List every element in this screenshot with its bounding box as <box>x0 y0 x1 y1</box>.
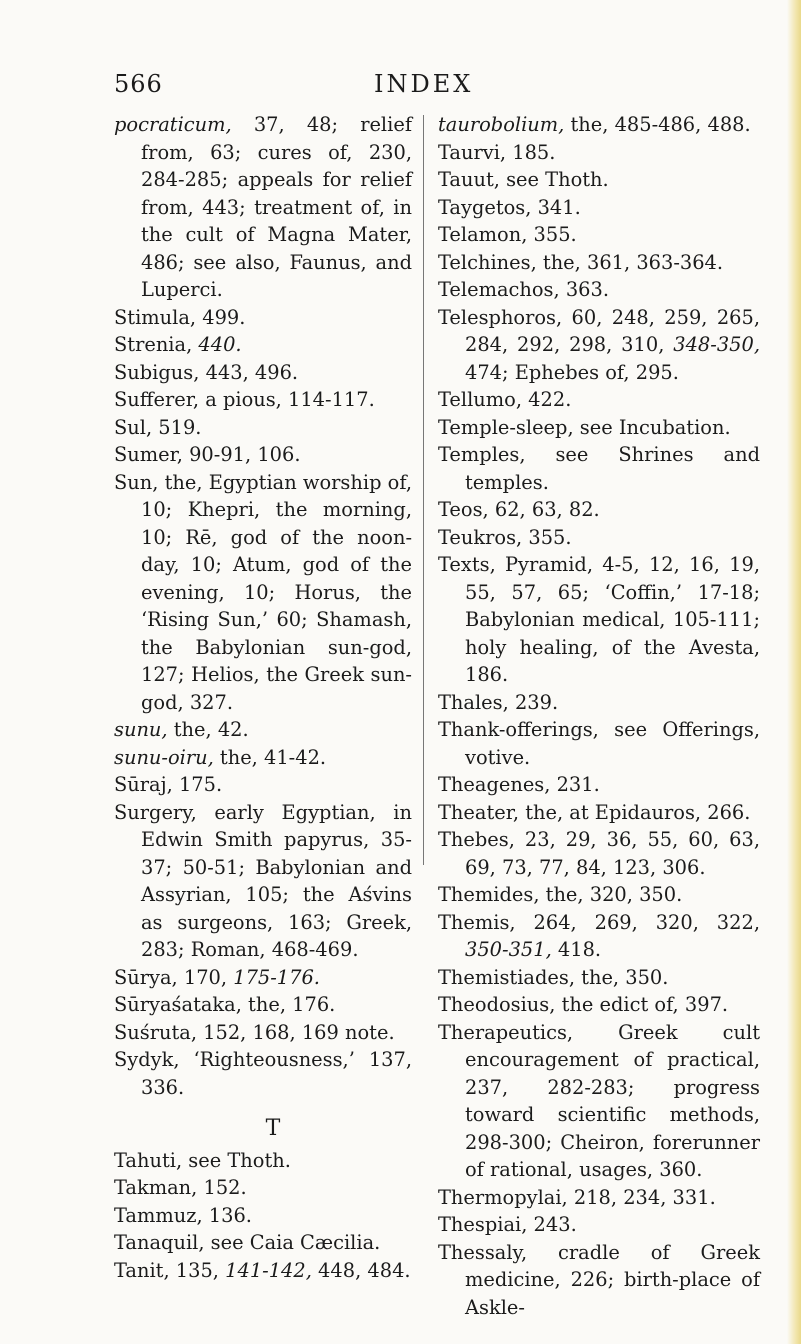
index-entry <box>114 1019 412 1047</box>
page-number: 566 <box>114 70 163 98</box>
index-entry-text: Stimula, 499. <box>114 305 246 329</box>
index-entry <box>114 771 412 799</box>
index-entry <box>438 826 760 881</box>
index-entry-text: 348-350, <box>673 333 760 356</box>
index-entry-text: Telesphoros, 60, 248, 259, 265, 284, 292, 298, 310, <box>438 305 760 356</box>
index-entry-text: Telchines, the, 361, 363-364. <box>438 250 724 274</box>
index-entry-text: 440. <box>198 333 242 356</box>
index-entry <box>438 441 760 496</box>
index-entry-text: 175-176. <box>233 965 320 989</box>
index-entry-text: Thank-offerings, see Offerings, votive. <box>438 718 760 769</box>
left-index-list <box>114 111 412 1101</box>
index-entry-text: Tellumo, 422. <box>438 388 572 411</box>
index-entry <box>438 386 760 414</box>
index-entry <box>114 331 412 359</box>
index-entry <box>114 1174 412 1202</box>
index-entry-text: the, 41-42. <box>213 745 327 769</box>
index-entry-text: Subigus, 443, 496. <box>114 360 299 384</box>
index-entry-text: Tanit, 135, <box>114 1258 226 1282</box>
index-entry <box>114 991 412 1019</box>
index-entry <box>114 359 412 387</box>
section-letter: T <box>265 1116 281 1141</box>
index-entry <box>438 249 760 277</box>
index-entry-text: the, 485-486, 488. <box>564 113 751 136</box>
index-entry-text: 141-142, <box>225 1258 312 1282</box>
index-entry-text: taurobolium, <box>438 113 565 136</box>
index-entry <box>438 304 760 387</box>
index-entry <box>114 1229 412 1257</box>
index-entry <box>438 881 760 909</box>
index-entry <box>114 1257 412 1285</box>
index-entry <box>438 524 760 552</box>
left-index-list-t <box>114 1147 412 1285</box>
index-entry <box>438 716 760 771</box>
index-entry-text: 37, 48; relief from, 63; cures of, 230, 284-285; appeals for relief from, 443; treatment of, in the cult of Magna Mater, 486; see also, Faunus, and Luperci. <box>141 113 412 301</box>
index-entry <box>438 1019 760 1184</box>
index-entry <box>438 771 760 799</box>
index-entry <box>114 1046 412 1101</box>
index-entry <box>438 111 760 139</box>
index-entry-text: Thessaly, cradle of Greek medicine, 226; birth-place of Askle- <box>438 1240 760 1319</box>
index-entry-text: Temple-sleep, see Incubation. <box>438 415 731 439</box>
index-entry-text: Therapeutics, Greek cult encouragement of practical, 237, 282-283; progress toward scientific methods, 298-300; Cheiron, forerunner of rational, usages, 360. <box>438 1020 760 1181</box>
index-entry <box>114 744 412 772</box>
index-entry-text: 418. <box>551 938 602 961</box>
index-entry <box>438 909 760 964</box>
index-entry-text: Telamon, 355. <box>438 223 577 246</box>
running-head: INDEX <box>374 70 474 98</box>
index-entry <box>114 1202 412 1230</box>
index-entry-text: Thales, 239. <box>438 690 559 714</box>
index-entry <box>438 496 760 524</box>
index-entry-text: pocraticum, <box>114 113 232 136</box>
index-entry <box>438 221 760 249</box>
index-entry-text: Teukros, 355. <box>438 525 572 549</box>
index-entry <box>438 166 760 194</box>
index-entry <box>114 964 412 992</box>
index-entry-text: Sūraj, 175. <box>114 773 223 796</box>
index-entry-text: Tammuz, 136. <box>114 1203 252 1227</box>
index-entry-text: Sufferer, a pious, 114-117. <box>114 388 375 411</box>
index-entry <box>114 1147 412 1175</box>
index-entry <box>114 469 412 717</box>
index-entry <box>438 139 760 167</box>
index-entry-text: Teos, 62, 63, 82. <box>438 498 600 521</box>
index-entry-text: Takman, 152. <box>114 1176 247 1199</box>
index-entry <box>438 799 760 827</box>
column-divider <box>423 115 424 865</box>
index-entry-text: Themides, the, 320, 350. <box>438 883 683 906</box>
index-entry <box>114 111 412 304</box>
index-entry-text: Sūryaśataka, the, 176. <box>114 993 336 1016</box>
page-edge <box>787 0 801 1344</box>
index-entry <box>114 304 412 332</box>
index-entry-text: Sun, the, Egyptian worship of, 10; Khepri, the morning, 10; Rē, god of the noon-day, 10; Atum, god of the evening, 10; Horus, the ‘Rising Sun,’ 60; Shamash, the Babylonian sun-god, 127; Helios, the Greek sun-god, 327. <box>114 470 412 714</box>
index-entry <box>114 386 412 414</box>
index-entry-text: Themistiades, the, 350. <box>438 965 669 989</box>
index-entry-text: Sūrya, 170, <box>114 965 234 989</box>
index-entry-text: Taurvi, 185. <box>438 140 556 164</box>
index-entry-text: Thebes, 23, 29, 36, 55, 60, 63, 69, 73, 77, 84, 123, 306. <box>438 828 760 879</box>
index-entry <box>114 441 412 469</box>
page-header <box>114 70 714 104</box>
index-entry-text: Sul, 519. <box>114 415 202 439</box>
index-entry-text: Theagenes, 231. <box>438 773 600 796</box>
index-entry <box>438 1211 760 1239</box>
index-entry <box>438 276 760 304</box>
index-entry-text: Sumer, 90-91, 106. <box>114 443 301 466</box>
index-entry <box>438 551 760 689</box>
index-entry-text: Tanaquil, see Caia Cæcilia. <box>114 1231 381 1254</box>
index-entry-text: Taygetos, 341. <box>438 195 581 219</box>
index-entry-text: Tauut, see Thoth. <box>438 168 609 191</box>
index-entry <box>438 414 760 442</box>
index-entry-text: sunu, <box>114 718 168 741</box>
index-entry-text: Temples, see Shrines and temples. <box>438 443 760 494</box>
index-entry-text: Tahuti, see Thoth. <box>114 1148 291 1172</box>
index-entry <box>114 799 412 964</box>
index-entry-text: Telemachos, 363. <box>438 278 610 301</box>
index-entry-text: Theater, the, at Epidauros, 266. <box>438 800 751 824</box>
index-entry-text: Thespiai, 243. <box>438 1213 577 1236</box>
index-entry-text: Themis, 264, 269, 320, 322, <box>438 910 760 934</box>
index-entry <box>438 964 760 992</box>
index-entry <box>114 716 412 744</box>
index-entry-text: Strenia, <box>114 333 199 356</box>
index-entry-text: 350-351, <box>465 938 552 961</box>
index-entry <box>438 991 760 1019</box>
index-entry <box>438 1239 760 1322</box>
index-entry-text: the, 42. <box>167 718 249 741</box>
index-entry <box>114 414 412 442</box>
index-entry-text: sunu-oiru, <box>114 745 214 769</box>
index-entry-text: 448, 484. <box>311 1258 411 1282</box>
index-entry-text: 474; Ephebes of, 295. <box>465 360 679 384</box>
index-entry-text: Theodosius, the edict of, 397. <box>438 993 729 1016</box>
index-entry <box>438 689 760 717</box>
index-entry-text: Sydyk, ‘Righteousness,’ 137, 336. <box>114 1048 412 1099</box>
index-entry <box>438 194 760 222</box>
index-entry-text: Surgery, early Egyptian, in Edwin Smith papyrus, 35-37; 50-51; Babylonian and Assyrian, 105; the Aśvins as surgeons, 163; Greek, 283; Roman, 468-469. <box>114 800 412 961</box>
right-index-list <box>438 111 760 1321</box>
index-entry-text: Thermopylai, 218, 234, 331. <box>438 1185 716 1209</box>
left-column <box>114 111 412 1284</box>
right-column <box>438 111 760 1321</box>
index-entry <box>438 1184 760 1212</box>
index-entry-text: Texts, Pyramid, 4-5, 12, 16, 19, 55, 57, 65; ‘Coffin,’ 17-18; Babylonian medical, 105-111; holy healing, of the Avesta, 186. <box>438 553 760 686</box>
index-entry-text: Suśruta, 152, 168, 169 note. <box>114 1020 395 1044</box>
